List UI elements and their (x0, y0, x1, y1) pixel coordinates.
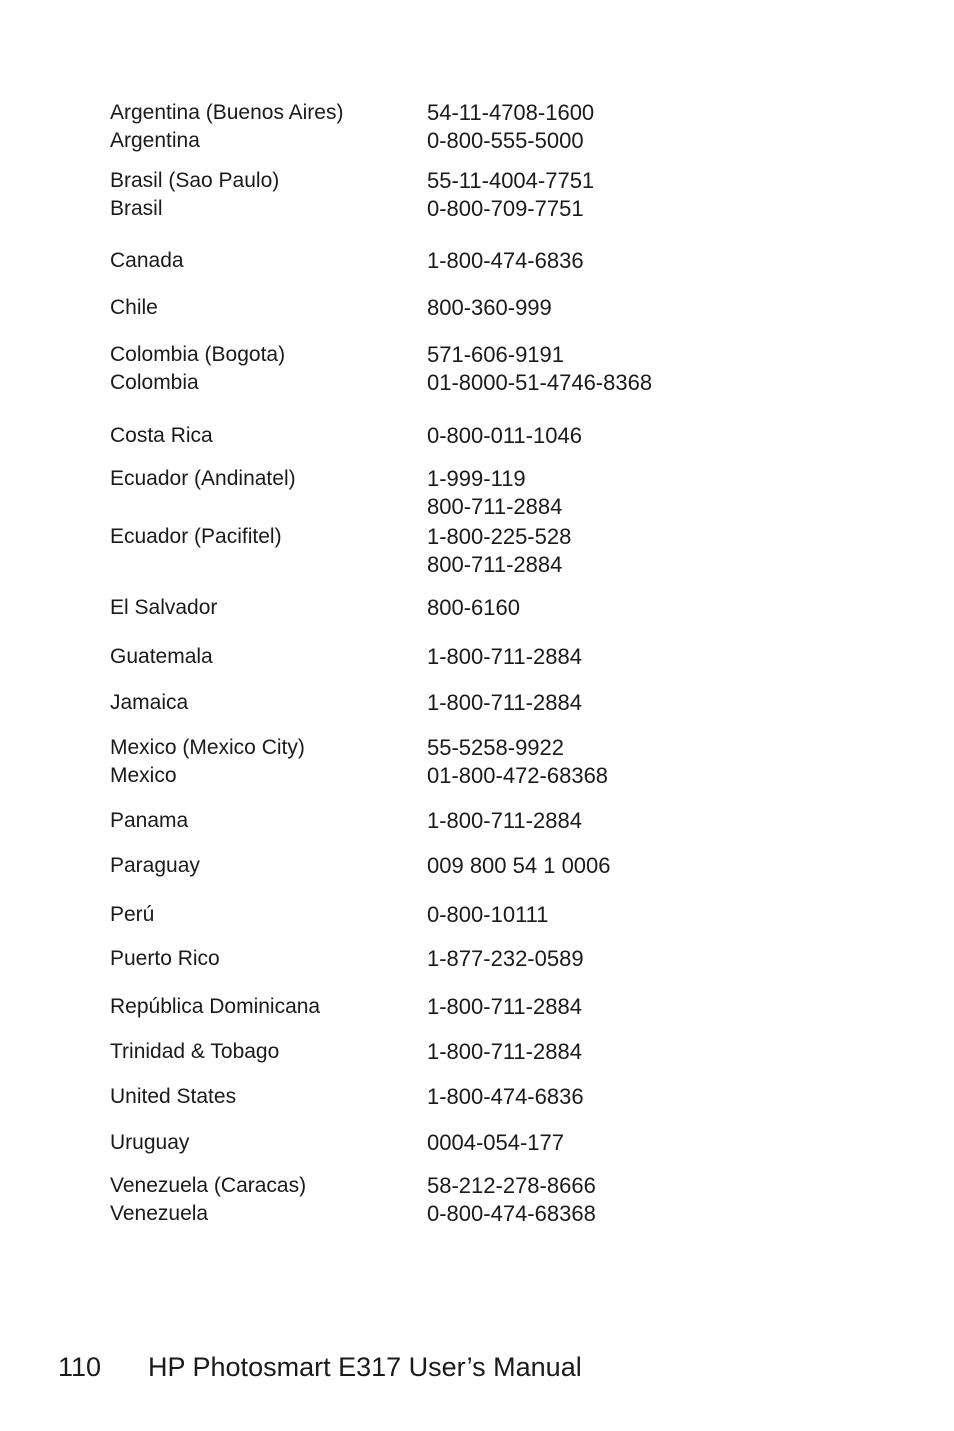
phone-number: 01-800-472-68368 (427, 763, 609, 788)
country-name: Costa Rica (110, 424, 213, 447)
phone-number: 0-800-709-7751 (427, 196, 584, 221)
phone-number: 1-800-474-6836 (427, 1084, 584, 1109)
phone-number: 800-360-999 (427, 295, 552, 320)
country-name: Ecuador (Pacifitel) (110, 525, 282, 548)
phone-number: 800-711-2884 (427, 552, 563, 577)
country-name: Trinidad & Tobago (110, 1040, 280, 1063)
country-name: Mexico (110, 764, 177, 787)
country-name: Argentina (110, 129, 200, 152)
country-name: Canada (110, 249, 184, 272)
phone-number: 1-800-225-528 (427, 524, 572, 549)
phone-number: 0-800-011-1046 (427, 423, 582, 448)
phone-number: 1-800-474-6836 (427, 248, 584, 273)
country-name: Uruguay (110, 1131, 190, 1154)
country-name: Ecuador (Andinatel) (110, 467, 296, 490)
phone-number: 1-800-711-2884 (427, 690, 582, 715)
country-name: Mexico (Mexico City) (110, 736, 305, 759)
country-name: Colombia (110, 371, 199, 394)
page-number: 110 (58, 1352, 102, 1382)
country-name: Brasil (110, 197, 163, 220)
phone-number: 800-711-2884 (427, 494, 563, 519)
country-name: República Dominicana (110, 995, 321, 1018)
country-name: Guatemala (110, 645, 213, 668)
country-name: Puerto Rico (110, 947, 220, 970)
phone-number: 800-6160 (427, 595, 520, 620)
phone-number: 55-11-4004-7751 (427, 168, 595, 193)
country-name: Venezuela (Caracas) (110, 1174, 307, 1197)
country-name: Argentina (Buenos Aires) (110, 101, 344, 124)
phone-number: 0-800-474-68368 (427, 1201, 596, 1226)
phone-number: 01-8000-51-4746-8368 (427, 370, 653, 395)
phone-number: 009 800 54 1 0006 (427, 853, 611, 878)
phone-number: 1-800-711-2884 (427, 644, 582, 669)
country-name: Perú (110, 903, 155, 926)
country-name: United States (110, 1085, 237, 1108)
phone-number: 58-212-278-8666 (427, 1173, 596, 1198)
page-footer (58, 1350, 582, 1384)
phone-number: 1-800-711-2884 (427, 808, 582, 833)
phone-number: 54-11-4708-1600 (427, 100, 595, 125)
country-name: Jamaica (110, 691, 189, 714)
manual-title: HP Photosmart E317 User’s Manual (148, 1352, 582, 1382)
country-name: Chile (110, 296, 158, 319)
country-name: Paraguay (110, 854, 200, 877)
phone-number: 1-877-232-0589 (427, 946, 584, 971)
country-name: Colombia (Bogota) (110, 343, 286, 366)
phone-number: 0-800-555-5000 (427, 128, 584, 153)
phone-number: 1-999-119 (427, 466, 526, 491)
country-name: Venezuela (110, 1202, 209, 1225)
phone-number: 0-800-10111 (427, 902, 549, 927)
phone-number: 1-800-711-2884 (427, 994, 582, 1019)
phone-number: 0004-054-177 (427, 1130, 565, 1155)
phone-number: 571-606-9191 (427, 342, 565, 367)
country-name: Brasil (Sao Paulo) (110, 169, 280, 192)
country-name: Panama (110, 809, 189, 832)
country-name: El Salvador (110, 596, 218, 619)
phone-number: 1-800-711-2884 (427, 1039, 582, 1064)
phone-number: 55-5258-9922 (427, 735, 565, 760)
